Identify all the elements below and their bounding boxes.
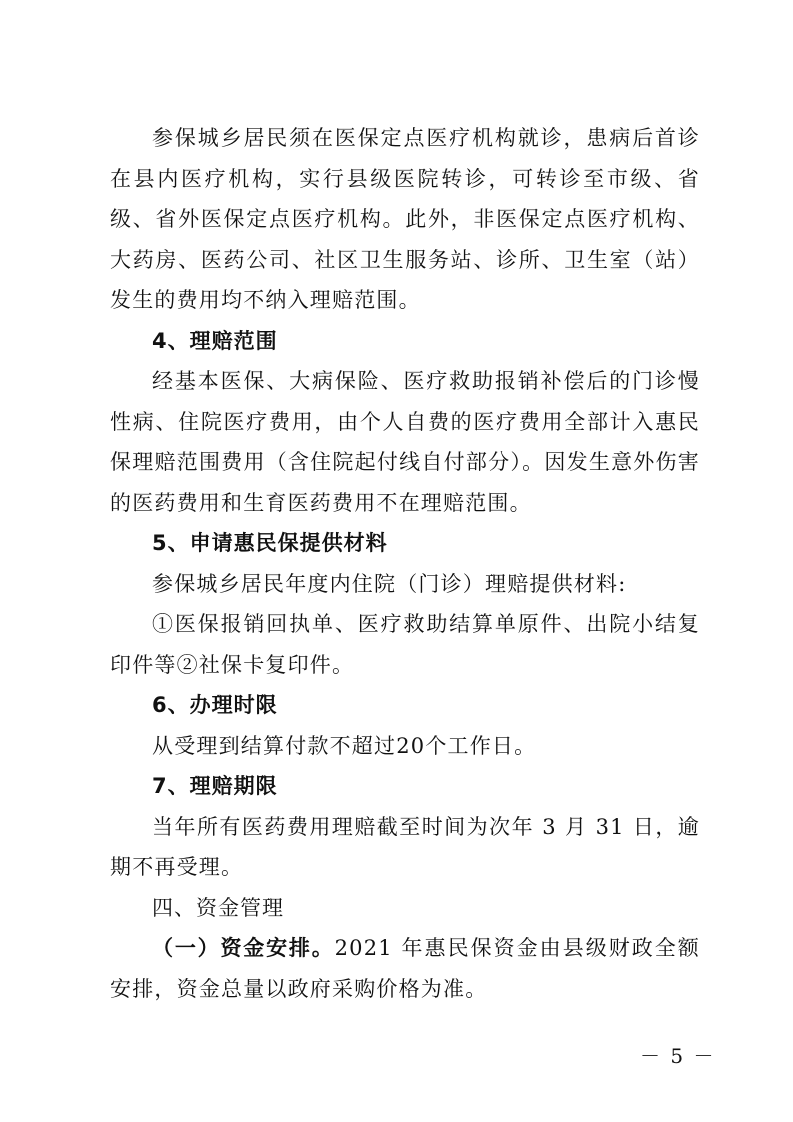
heading-claim-deadline: 7、理赔期限 bbox=[152, 774, 278, 798]
paragraph-claim-scope: 经基本医保、大病保险、医疗救助报销补偿后的门诊慢性病、住院医疗费用，由个人自费的医疗费用全部计入惠民保理赔范围费用（含住院起付线自付部分）。因发生意外伤害的医药费用和生育医药费用不在理赔范围。 bbox=[110, 369, 700, 515]
paragraph-processing-time: 从受理到结算付款不超过20个工作日。 bbox=[152, 733, 537, 758]
paragraph-claim-deadline: 当年所有医药费用理赔截至时间为次年 3 月 31 日，逾期不再受理。 bbox=[110, 814, 700, 879]
page-number: － 5 － bbox=[640, 1044, 716, 1068]
section-heading-fund-management: 四、资金管理 bbox=[152, 895, 284, 920]
paragraph-fund-arrangement bbox=[110, 928, 700, 1009]
paragraph-referral-rules: 参保城乡居民须在医保定点医疗机构就诊，患病后首诊在县内医疗机构，实行县级医院转诊，可转诊至市级、省级、省外医保定点医疗机构。此外，非医保定点医疗机构、大药房、医药公司、社区卫生服务站、诊所、卫生室（站）发生的费用均不纳入理赔范围。 bbox=[110, 126, 700, 312]
heading-claim-scope: 4、理赔范围 bbox=[152, 328, 278, 353]
heading-processing-time: 6、办理时限 bbox=[152, 693, 278, 717]
paragraph-materials-list: ①医保报销回执单、医疗救助结算单原件、出院小结复印件等②社保卡复印件。 bbox=[110, 612, 700, 677]
fund-arrangement-lead: （一）资金安排。 bbox=[152, 936, 335, 960]
paragraph-materials-intro: 参保城乡居民年度内住院（门诊）理赔提供材料: bbox=[152, 571, 627, 596]
document-body bbox=[110, 118, 700, 1009]
fund-arrangement-text: 2021 年惠民保资金由县级财政全额安排，资金总量以政府采购价格为准。 bbox=[110, 936, 701, 1001]
heading-required-materials: 5、申请惠民保提供材料 bbox=[152, 531, 388, 555]
